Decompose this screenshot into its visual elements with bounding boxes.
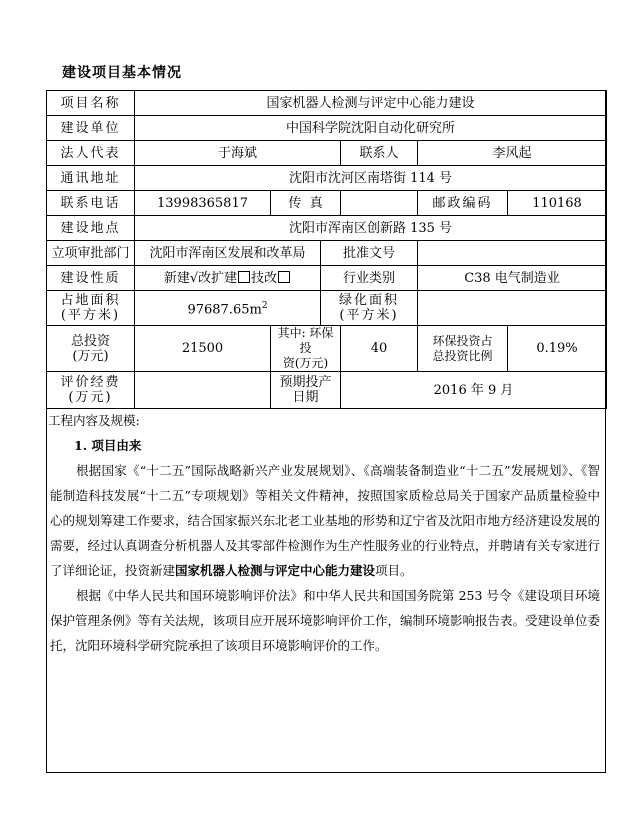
project-content (46, 408, 606, 658)
eval-fee-label: 评价经费 (万元) (47, 372, 135, 409)
project-name-label: 项目名称 (47, 91, 135, 116)
row-phone (47, 191, 607, 216)
postcode-label: 邮政编码 (418, 191, 508, 216)
row-eval (47, 372, 607, 409)
env-invest-value: 40 (341, 326, 418, 372)
approval-dept-value: 沈阳市浑南区发展和改革局 (135, 241, 321, 266)
invest-label: 总投资 (万元) (47, 326, 135, 372)
checkbox-icon (278, 271, 290, 283)
approval-dept-label: 立项审批部门 (47, 241, 135, 266)
basic-info-table (46, 90, 607, 409)
project-name-emphasis: 国家机器人检测与评定中心能力建设 (175, 563, 376, 578)
green-value (418, 291, 607, 326)
row-project-name (47, 91, 607, 116)
page-heading: 建设项目基本情况 (62, 65, 182, 81)
row-site (47, 216, 607, 241)
approval-no-label: 批准文号 (321, 241, 418, 266)
contact-label: 联系人 (341, 141, 418, 166)
row-invest (47, 326, 607, 372)
row-address (47, 166, 607, 191)
nature-new-text: 新建√改扩建 (163, 270, 238, 286)
row-legal-rep (47, 141, 607, 166)
project-name-value: 国家机器人检测与评定中心能力建设 (135, 91, 607, 116)
row-unit (47, 116, 607, 141)
site-label: 建设地点 (47, 216, 135, 241)
nature-label: 建设性质 (47, 266, 135, 291)
paragraph-origin: 根据国家《“十二五”国际战略新兴产业发展规划》、《高端装备制造业“十二五”发展规划》、《智能制造科技发展“十二五”专项规划》等相关文件精神，按照国家质检总局关于国家产品质量检验中心的规划筹建工作要求，结合国家振兴东北老工业基地的形势和辽宁省及沈阳市地方经济建设发展的需要，经过认真调查分析机器人及其零部件检测作为生产性服务业的行业特点，并聘请有关专家进行了详细论证，投资新建国家机器人检测与评定中心能力建设项目。 (50, 463, 601, 578)
industry-value: C38 电气制造业 (418, 266, 607, 291)
unit-label: 建设单位 (47, 116, 135, 141)
unit-value: 中国科学院沈阳自动化研究所 (135, 116, 607, 141)
env-ratio-label: 环保投资占 总投资比例 (418, 326, 508, 372)
row-nature (47, 266, 607, 291)
checkbox-icon (238, 271, 250, 283)
industry-label: 行业类别 (321, 266, 418, 291)
address-label: 通讯地址 (47, 166, 135, 191)
row-approval (47, 241, 607, 266)
subsection-title: 1. 项目由来 (74, 438, 142, 453)
phone-label: 联系电话 (47, 191, 135, 216)
area-value: $97687.65m^2$ (135, 291, 321, 326)
approval-no-value (418, 241, 607, 266)
nature-value (135, 266, 321, 291)
address-value: 沈阳市沈河区南塔街 114 号 (135, 166, 607, 191)
fax-value (341, 191, 418, 216)
env-invest-label: 其中: 环保投 资(万元) (271, 326, 341, 372)
prod-date-label: 预期投产 日期 (271, 372, 341, 409)
green-label: 绿化面积 (平方米) (321, 291, 418, 326)
section-title: 工程内容及规模: (48, 413, 140, 428)
site-value: 沈阳市浑南区创新路 135 号 (135, 216, 607, 241)
fax-label: 传 真 (271, 191, 341, 216)
prod-date-value: 2016 年 9 月 (341, 372, 607, 409)
env-ratio-value: 0.19% (508, 326, 607, 372)
eval-fee-value (135, 372, 271, 409)
phone-value: 13998365817 (135, 191, 271, 216)
area-label: 占地面积 (平方米) (47, 291, 135, 326)
contact-value: 李风起 (418, 141, 607, 166)
nature-tech-text: 技改 (251, 270, 278, 286)
legal-rep-label: 法人代表 (47, 141, 135, 166)
postcode-value: 110168 (508, 191, 607, 216)
paragraph-legal-basis: 根据《中华人民共和国环境影响评价法》和中华人民共和国国务院第 253 号令《建设项目环境保护管理条例》等有关法规，该项目应开展环境影响评价工作，编制环境影响报告表。受建设单位委托，沈阳环境科学研究院承担了该项目环境影响评价的工作。 (50, 588, 601, 653)
legal-rep-value: 于海斌 (135, 141, 341, 166)
row-area (47, 291, 607, 326)
invest-value: 21500 (135, 326, 271, 372)
